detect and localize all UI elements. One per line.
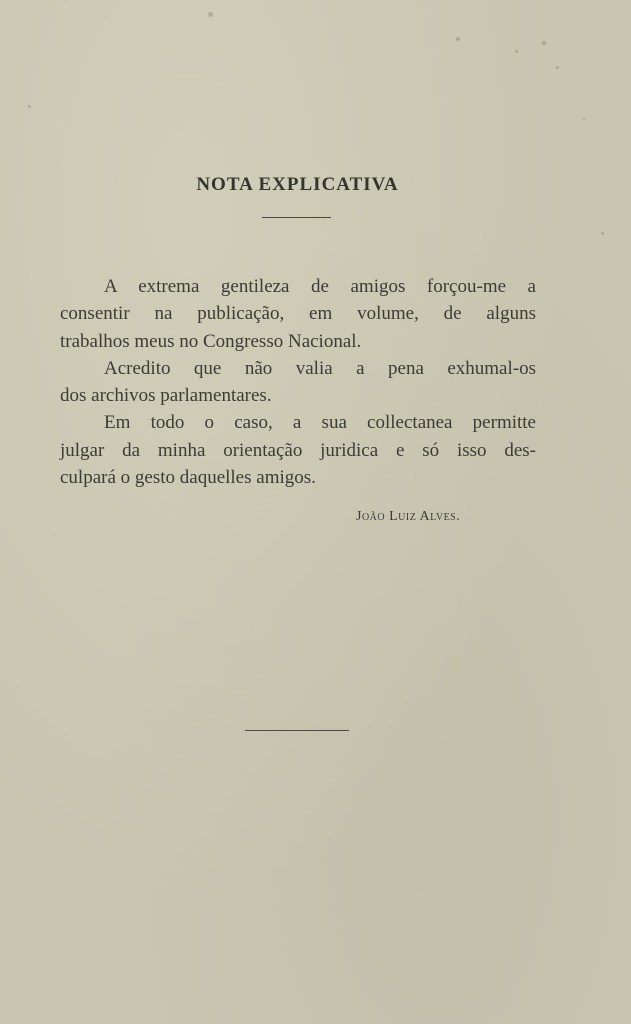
title-divider [262,217,331,218]
text-line: Acredito que não valia a pena exhumal-os [104,357,536,379]
text-line: dos archivos parlamentares. [60,385,272,407]
text-line: Em todo o caso, a sua collectanea permitte [104,412,536,434]
paragraph-1 [60,273,536,355]
body-text [60,273,536,491]
paragraph-2 [60,355,536,410]
text-line: julgar da minha orientação juridica e só isso des- [60,439,536,461]
text-line: A extrema gentileza de amigos forçou-me a [104,276,536,297]
bottom-divider [245,730,349,731]
text-line: trabalhos meus no Congresso Nacional. [60,330,362,352]
author-signature: João Luiz Alves. [356,509,461,524]
page-title: NOTA EXPLICATIVA [196,174,399,195]
text-line: consentir na publicação, em volume, de alguns [60,303,536,325]
text-line: culpará o gesto daquelles amigos. [60,467,316,489]
paragraph-3 [60,409,536,491]
